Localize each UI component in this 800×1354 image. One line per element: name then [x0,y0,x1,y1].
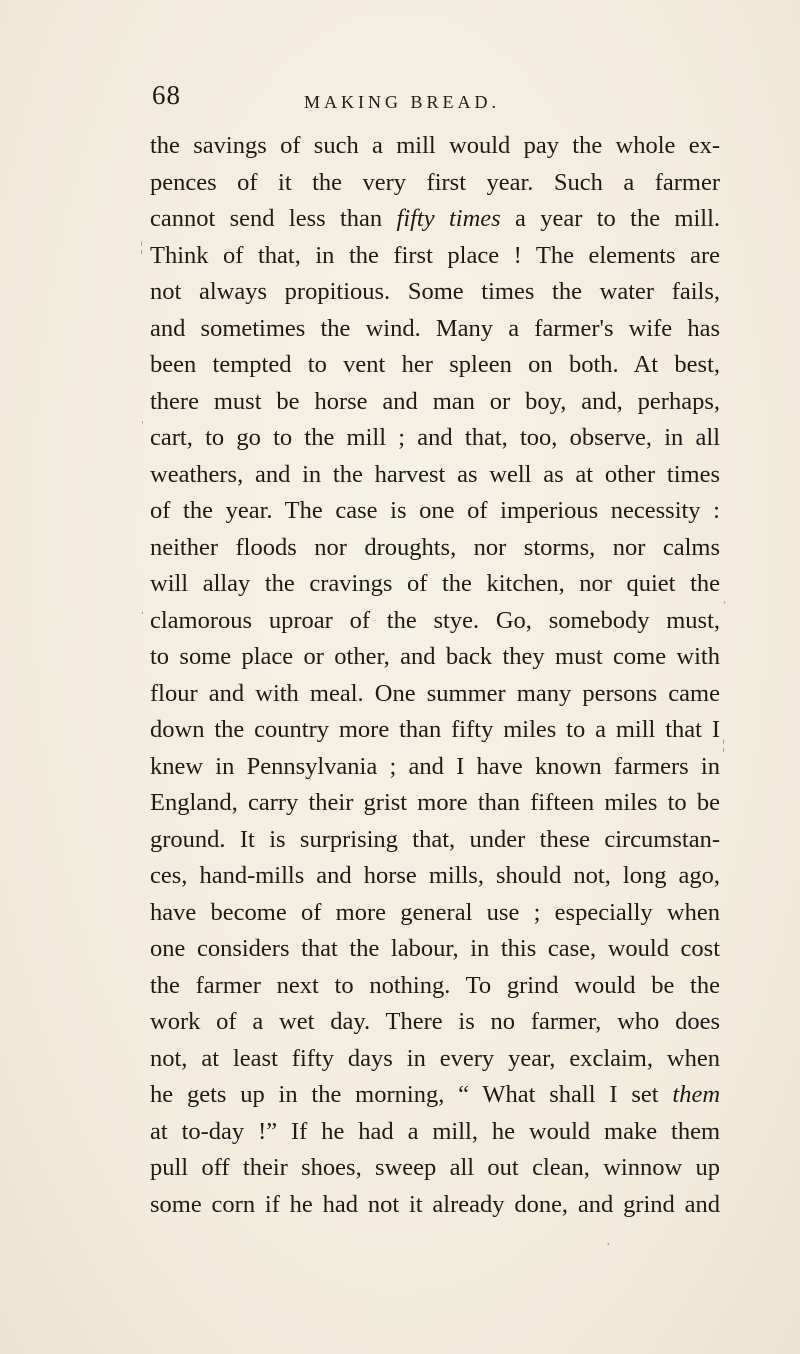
text-line: work of a wet day. There is no farmer, who does [150,1008,720,1035]
text-line: knew in Pennsylvania ; and I have known farmers in [150,752,720,780]
page-number: 68 [152,80,181,110]
text-line: flour and with meal. One summer many persons came [150,679,720,707]
text-line: pences of it the very first year. Such a farmer [150,168,720,196]
text-line: of the year. The case is one of imperious necessity : [150,497,720,524]
scan-speck: ˈ [140,420,145,435]
text-segment: a year to the mill. [515,205,721,232]
text-line: cart, to go to the mill ; and that, too, observe, in all [150,424,720,451]
text-line: will allay the cravings of the kitchen, nor quiet the [150,570,720,597]
scan-speck: ¦ [722,738,725,753]
text-line: not always propitious. Some times the water fails, [150,278,720,305]
text-line: ces, hand-mills and horse mills, should not, long ago, [150,862,720,889]
text-line: at to-day !” If he had a mill, he would make them [150,1117,720,1145]
text-line: England, carry their grist more than fifteen miles to be [150,789,720,816]
text-line: pull off their shoes, sweep all out clean, winnow up [150,1154,720,1181]
text-line: the savings of such a mill would pay the whole ex- [150,132,720,159]
text-line: to some place or other, and back they must come with [150,643,720,670]
text-line: some corn if he had not it already done, and grind and [150,1190,720,1218]
text-segment: he gets up in the morning, “ What shall I set [150,1081,659,1108]
scan-speck: ˈ [722,600,727,615]
scan-speck: ¦ [140,240,143,255]
text-line: not, at least fifty days in every year, exclaim, when [150,1044,720,1072]
text-line: there must be horse and man or boy, and, perhaps, [150,387,720,415]
body-text [150,128,720,1223]
text-line: and sometimes the wind. Many a farmer's wife has [150,314,720,342]
text-line: weathers, and in the harvest as well as at other times [150,460,720,488]
italic-phrase: fifty times [396,205,501,232]
italic-phrase: them [672,1081,721,1108]
text-line: one considers that the labour, in this case, would cost [150,935,720,962]
text-line: clamorous uproar of the stye. Go, somebody must, [150,606,720,634]
running-head: MAKING BREAD. [304,92,500,112]
text-line: down the country more than fifty miles to a mill that I [150,716,720,743]
text-line [150,1077,720,1114]
text-line: ground. It is surprising that, under these circumstan- [150,825,720,853]
scan-speck: ˌ [140,600,145,615]
text-segment: cannot send less than [150,205,383,232]
text-line: the farmer next to nothing. To grind would be the [150,971,720,999]
text-line: Think of that, in the first place ! The elements are [150,241,720,269]
scan-speck: · [606,1238,611,1253]
text-line: been tempted to vent her spleen on both. At best, [150,351,720,378]
text-line: neither floods nor droughts, nor storms, nor calms [150,533,720,561]
text-line [150,201,720,238]
text-line: have become of more general use ; especially when [150,898,720,926]
